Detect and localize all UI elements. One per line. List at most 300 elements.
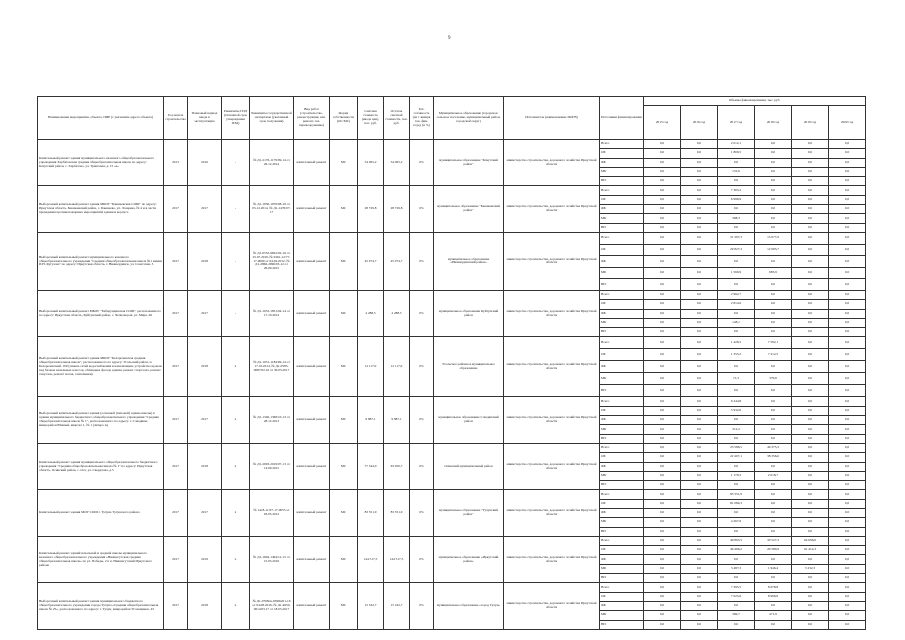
funding-value: 0,0 [792, 481, 829, 490]
funding-value: 148,1 [718, 318, 755, 327]
funding-value: 0,0 [829, 462, 866, 471]
funding-source: МБ [600, 611, 644, 620]
funding-value: 0,0 [755, 328, 792, 337]
funding-value: 1 946,4 [755, 564, 792, 573]
funding-value: 0,0 [792, 337, 829, 349]
work-type: капитальный ремонт [294, 443, 330, 489]
funding-value: 0,0 [829, 232, 866, 244]
municipality: муниципальное образование «Иркутский район» [434, 536, 504, 582]
funding-source: ОБ [600, 149, 644, 158]
municipality: муниципальное образование "Бакшеевский район" [434, 186, 504, 232]
funding-value: 0,0 [829, 195, 866, 204]
funding-source: МБ [600, 318, 644, 327]
municipality: муниципальное образование "Качугский район" [434, 140, 504, 186]
funding-value: 0,0 [792, 256, 829, 268]
funding-value: 0,0 [681, 223, 718, 232]
funding-value: 0,0 [718, 177, 755, 186]
start-year: 2017 [164, 490, 188, 536]
funding-value: 0,0 [755, 416, 792, 425]
funding-value: 1 179,3 [718, 471, 755, 480]
funding-value: 0,0 [792, 205, 829, 214]
funding-value: 8 678,8 [755, 583, 792, 592]
work-type: капитальный ремонт [294, 140, 330, 186]
funding-source: Всего [600, 583, 644, 592]
funding-value: 0,0 [829, 406, 866, 415]
funding-value: 0,0 [829, 490, 866, 499]
funding-value: 0,0 [792, 406, 829, 415]
table-row [38, 290, 866, 299]
funding-value: 0,0 [755, 256, 792, 268]
funding-value: 0,0 [644, 499, 681, 508]
remaining-cost: 28 729,8 [384, 186, 410, 232]
header-remaining-cost: Остаток сметной стоимости, тыс. руб. [384, 97, 410, 140]
funding-value: 0,0 [644, 481, 681, 490]
funding-value: 0,0 [681, 499, 718, 508]
funding-value: 61 414,3 [792, 546, 829, 555]
funding-value: 0,0 [681, 385, 718, 397]
page-number: 9 [448, 36, 451, 41]
funding-value: 0,0 [792, 318, 829, 327]
funding-value: 0,0 [718, 385, 755, 397]
funding-source: Всего [600, 140, 644, 149]
funding-value: 0,0 [681, 361, 718, 373]
funding-value: 0,0 [755, 279, 792, 291]
funding-source: ВИ [600, 279, 644, 291]
funding-value: 0,0 [829, 158, 866, 167]
funding-value: 0,0 [755, 290, 792, 299]
executor: министерство строительства, дорожного хозяйства Иркутской области [504, 232, 600, 290]
funding-value: 0,0 [792, 434, 829, 443]
readiness: 0% [410, 583, 434, 629]
executor: министерство строительства, дорожного хозяйства Иркутской области [504, 583, 600, 629]
funding-value: 0,0 [755, 425, 792, 434]
funding-value: 7 025,6 [718, 592, 755, 601]
header-executor: Исполнитель (наименование ИОГВ) [504, 97, 600, 140]
funding-value: 0,0 [644, 546, 681, 555]
funding-value: 0,0 [681, 397, 718, 406]
funding-value: 0,0 [755, 177, 792, 186]
funding-value: 0,0 [755, 518, 792, 527]
funding-value: 0,0 [718, 574, 755, 583]
funding-value: 0,0 [644, 149, 681, 158]
readiness: 0% [410, 140, 434, 186]
funding-source: ФБ [600, 462, 644, 471]
funding-value: 46 496,2 [718, 546, 755, 555]
municipality: Осинский муниципальный район [434, 443, 504, 489]
ped-reqs: - [222, 290, 250, 336]
funding-value: 0,0 [644, 290, 681, 299]
funding-source: ФБ [600, 309, 644, 318]
funding-value: 2 012,1 [718, 140, 755, 149]
funding-source: ВИ [600, 481, 644, 490]
funding-value: 0,0 [718, 620, 755, 629]
funding-value: 0,0 [792, 149, 829, 158]
funding-value: 0,0 [681, 555, 718, 564]
finish-period: 2018 [188, 443, 222, 489]
funding-value: 0,0 [718, 158, 755, 167]
funding-source: Всего [600, 337, 644, 349]
funding-source: ФБ [600, 256, 644, 268]
funding-value: 0,0 [644, 167, 681, 176]
funding-value: 0,0 [792, 592, 829, 601]
remaining-cost: 4 288,5 [384, 290, 410, 336]
funding-value: 0,0 [792, 279, 829, 291]
funding-value: 0,0 [718, 555, 755, 564]
funding-source: МБ [600, 214, 644, 223]
funding-source: Всего [600, 186, 644, 195]
funding-value: 6 996,9 [718, 195, 755, 204]
funding-value: 0,0 [755, 361, 792, 373]
ped-reqs: - [222, 140, 250, 186]
funding-value: 0,0 [829, 416, 866, 425]
funding-value: 0,0 [681, 349, 718, 361]
funding-value: 0,0 [755, 397, 792, 406]
funding-source: Всего [600, 290, 644, 299]
funding-value: 369,7 [718, 611, 755, 620]
remaining-cost: 63 950,7 [384, 443, 410, 489]
funding-value: 0,0 [681, 546, 718, 555]
funding-source: Всего [600, 490, 644, 499]
funding-value: 0,0 [792, 214, 829, 223]
funding-value: 0,0 [681, 601, 718, 610]
funding-value: 0,0 [792, 300, 829, 309]
funding-value: 0,0 [644, 318, 681, 327]
funding-value: 0,0 [644, 349, 681, 361]
funding-value: 64 696,6 [792, 536, 829, 545]
object-name: Выборочный капитальный ремонт муниципального казенного общеобразовательного учреждения "Средняя общеобразовательная школа №1 имени И.Н. Кутузова" по адресу: Иркутская область, г. Нижнеудинск, ул. Советская, 3 [38, 232, 164, 290]
funding-value: 0,0 [792, 601, 829, 610]
funding-value: 0,0 [681, 611, 718, 620]
funding-value: 0,0 [755, 195, 792, 204]
funding-value: 0,0 [829, 279, 866, 291]
funding-value: 0,0 [644, 592, 681, 601]
funding-value: 0,0 [829, 167, 866, 176]
funding-value: 0,0 [829, 499, 866, 508]
funding-value: 0,0 [829, 337, 866, 349]
start-year: 2017 [164, 337, 188, 397]
funding-value: 0,0 [681, 140, 718, 149]
funding-value: 0,0 [644, 574, 681, 583]
estimated-cost: 45 074,7 [358, 232, 384, 290]
funding-value: 0,0 [755, 309, 792, 318]
funding-value: 0,0 [681, 256, 718, 268]
funding-value: 0,0 [792, 186, 829, 195]
funding-value: 0,0 [829, 443, 866, 452]
funding-value: 0,0 [792, 195, 829, 204]
funding-value: 0,0 [755, 406, 792, 415]
estimated-cost: 144 517,5 [358, 536, 384, 582]
funding-value: 0,0 [792, 416, 829, 425]
object-name: Капитальный ремонт здания МОУ СОШ г. Тулуна Тулунского района [38, 490, 164, 536]
object-name: Капитальный ремонт зданий начальной и средней школы муниципального казенного общеобразовательного учреждения «Нижнегутская средняя общеобразовательная школа» по ул. Победы, 2 в п. Нижнегутский Иркутского района [38, 536, 164, 582]
header-year: 2020 год [829, 106, 866, 140]
funding-value: 0,0 [829, 214, 866, 223]
start-year: 2017 [164, 186, 188, 232]
table-row [38, 397, 866, 406]
start-year: 2017 [164, 232, 188, 290]
funding-value: 0,0 [792, 309, 829, 318]
funding-value: 0,0 [829, 601, 866, 610]
funding-source: МБ [600, 471, 644, 480]
object-name: Выборочный капитальный ремонт МБОУ "Тиберундинская СОШ", расположенного по адресу: Иркутская область, Куйтунский район, с. Челноворов, ул. Мира, 46 [38, 290, 164, 336]
funding-value: 0,0 [829, 518, 866, 527]
header-funding-volumes: Объемы финансирования, тыс. руб. [644, 97, 866, 106]
funding-source: ВИ [600, 177, 644, 186]
funding-value: 0,0 [755, 527, 792, 536]
funding-source: МБ [600, 518, 644, 527]
ped-reqs: - [222, 232, 250, 290]
funding-value: 0,0 [718, 481, 755, 490]
funding-value: 0,0 [792, 583, 829, 592]
funding-value: 0,0 [829, 546, 866, 555]
funding-value: 3 232,3 [792, 564, 829, 573]
funding-value: 0,0 [829, 140, 866, 149]
funding-value: 3 487,3 [718, 564, 755, 573]
readiness: 0% [410, 536, 434, 582]
finish-period: 2018 [188, 583, 222, 629]
funding-value: 7 365,2 [718, 186, 755, 195]
funding-source: ВИ [600, 574, 644, 583]
header-municipality: Муниципальное образование (городское/сельское поселение, муниципальный район, городской округ) [434, 97, 504, 140]
estimated-cost: 12 117,0 [358, 337, 384, 397]
funding-source: ВИ [600, 328, 644, 337]
funding-value: 4 267,6 [718, 518, 755, 527]
funding-value: 0,0 [681, 177, 718, 186]
expertise: № Д1-1936-1976/08-16 от 05.12.2014, № Д1-1476/07-17 [250, 186, 294, 232]
ped-reqs: - [222, 186, 250, 232]
funding-value: 0,0 [792, 361, 829, 373]
header-year: 2019 год [792, 106, 829, 140]
funding-value: 0,0 [681, 158, 718, 167]
funding-value: 7 212,5 [755, 349, 792, 361]
funding-value: 0,0 [644, 373, 681, 385]
funding-value: 0,0 [755, 620, 792, 629]
ped-reqs: х [222, 397, 250, 443]
readiness: 0% [410, 290, 434, 336]
funding-source: ФБ [600, 601, 644, 610]
header-name: Наименование мероприятия, объекта, ПИР (с указанием адреса объекта) [38, 97, 164, 140]
funding-value: 0,0 [644, 508, 681, 517]
funding-value: 0,0 [681, 583, 718, 592]
funding-value: 0,0 [644, 462, 681, 471]
funding-value: 38 356,6 [755, 453, 792, 462]
work-type: капитальный ремонт [294, 397, 330, 443]
funding-value: 2 018,7 [755, 471, 792, 480]
estimated-cost: 28 729,8 [358, 186, 384, 232]
funding-source: МБ [600, 564, 644, 573]
funding-value: 0,0 [829, 186, 866, 195]
ped-reqs: х [222, 490, 250, 536]
funding-value: 0,0 [755, 462, 792, 471]
funding-source: ОБ [600, 499, 644, 508]
funding-source: ФБ [600, 416, 644, 425]
funding-value: 0,0 [681, 167, 718, 176]
funding-value: 0,0 [829, 256, 866, 268]
funding-value: 0,0 [829, 583, 866, 592]
funding-source: ОБ [600, 546, 644, 555]
funding-source: ВИ [600, 527, 644, 536]
funding-value: 0,0 [644, 471, 681, 480]
funding-value: 12 993,7 [755, 244, 792, 256]
funding-value: 0,0 [644, 518, 681, 527]
funding-value: 0,0 [792, 453, 829, 462]
funding-value: 0,0 [718, 205, 755, 214]
start-year: 2017 [164, 397, 188, 443]
funding-source: ОБ [600, 195, 644, 204]
work-type: капитальный ремонт [294, 583, 330, 629]
funding-value: 0,0 [829, 425, 866, 434]
funding-value: 7 395,5 [718, 583, 755, 592]
remaining-cost: 54 065,2 [384, 140, 410, 186]
executor: министерство строительства, дорожного хозяйства Иркутской области [504, 337, 600, 397]
funding-value: 0,0 [755, 158, 792, 167]
remaining-cost: 15 162,7 [384, 583, 410, 629]
funding-value: 0,0 [718, 361, 755, 373]
funding-value: 0,0 [829, 555, 866, 564]
funding-value: 0,0 [681, 214, 718, 223]
funding-value: 0,0 [644, 536, 681, 545]
header-year: 2016 год [681, 106, 718, 140]
funding-value: 0,0 [681, 328, 718, 337]
funding-value: 0,0 [755, 214, 792, 223]
funding-value: 0,0 [829, 267, 866, 279]
funding-value: 0,0 [681, 481, 718, 490]
funding-value: 0,0 [755, 223, 792, 232]
funding-value: 1 569,9 [718, 267, 755, 279]
start-year: 2017 [164, 536, 188, 582]
funding-source: ОБ [600, 453, 644, 462]
funding-value: 0,0 [829, 361, 866, 373]
finish-period: 2017 [188, 290, 222, 336]
municipality: муниципальное образование Слюдянский район [434, 397, 504, 443]
funding-source: ВИ [600, 434, 644, 443]
funding-value: 2 814,6 [718, 300, 755, 309]
funding-value: 368,3 [718, 214, 755, 223]
funding-value: 0,0 [792, 223, 829, 232]
object-name: Выборочный капитальный ремонт здания (основной (типовой) здание школы) в здании муниципального бюджетного общеобразовательного учреждения "Средняя общеобразовательная школа № 1", расположенного по адресу: г. Слюдянка, микрорайон Южный, квартал 1, № 1 (литера А) [38, 397, 164, 443]
funding-value: 0,0 [644, 611, 681, 620]
funding-source: МБ [600, 425, 644, 434]
funding-source: ФБ [600, 508, 644, 517]
funding-value: 0,0 [792, 620, 829, 629]
funding-value: 0,0 [792, 267, 829, 279]
executor: министерство строительства, дорожного хозяйства Иркутской области [504, 397, 600, 443]
funding-value: 0,0 [755, 186, 792, 195]
funding-value: 683,9 [755, 267, 792, 279]
funding-value: 83 351,9 [718, 490, 755, 499]
expertise: № Д1-2176-1179/09-14 от 26.12.2014 [250, 140, 294, 186]
work-type: капитальный ремонт [294, 232, 330, 290]
funding-value: 0,0 [644, 244, 681, 256]
funding-value: 0,0 [829, 300, 866, 309]
funding-value: 0,0 [681, 232, 718, 244]
funding-value: 0,0 [644, 328, 681, 337]
funding-value: 0,0 [755, 140, 792, 149]
funding-value: 0,0 [681, 300, 718, 309]
finish-period: 2017 [188, 490, 222, 536]
expertise: № Д1-2093-2019/07-13 от 14.09.2015 [250, 443, 294, 489]
funding-value: 0,0 [644, 195, 681, 204]
funding-value: 0,0 [644, 279, 681, 291]
funding-value: 0,0 [644, 158, 681, 167]
municipality: Усольское районное муниципальное образование [434, 337, 504, 397]
funding-value: 0,0 [681, 620, 718, 629]
funding-value: 0,0 [681, 443, 718, 452]
funding-value: 0,0 [681, 592, 718, 601]
funding-value: 0,0 [718, 601, 755, 610]
funding-value: 0,0 [644, 453, 681, 462]
funding-value: 0,0 [755, 574, 792, 583]
header-year: 2017 год [718, 106, 755, 140]
funding-value: 0,0 [681, 244, 718, 256]
estimated-cost: 15 162,7 [358, 583, 384, 629]
funding-value: 471,9 [755, 611, 792, 620]
funding-value: 0,0 [644, 177, 681, 186]
funding-value: 0,0 [681, 279, 718, 291]
expertise: № Д1-1033-1831/04-14 от 17.10.2014 [250, 290, 294, 336]
funding-value: 0,0 [829, 592, 866, 601]
finish-period: 2017 [188, 397, 222, 443]
funding-value: 0,0 [829, 290, 866, 299]
funding-value: 81 084,3 [718, 499, 755, 508]
finish-period: 2016 [188, 140, 222, 186]
start-year: 2017 [164, 290, 188, 336]
estimated-cost: 83 351,9 [358, 490, 384, 536]
funding-source: Всего [600, 397, 644, 406]
funding-value: 0,0 [644, 434, 681, 443]
funding-source: ВИ [600, 223, 644, 232]
funding-source: ОБ [600, 592, 644, 601]
funding-value: 152,6 [718, 167, 755, 176]
finish-period: 2018 [188, 337, 222, 397]
readiness: 0% [410, 490, 434, 536]
funding-value: 5 932,6 [718, 406, 755, 415]
funding-value: 0,0 [681, 186, 718, 195]
funding-value: 0,0 [718, 328, 755, 337]
funding-value: 0,0 [792, 244, 829, 256]
header-estimated-cost: Сметная стоимость (ввода цен), тыс. руб. [358, 97, 384, 140]
ownership: МС [330, 397, 358, 443]
funding-value: 1 426,5 [718, 337, 755, 349]
funding-value: 0,0 [792, 328, 829, 337]
estimated-cost: 4 288,5 [358, 290, 384, 336]
funding-value: 0,0 [644, 416, 681, 425]
funding-value: 0,0 [718, 223, 755, 232]
funding-value: 0,0 [681, 462, 718, 471]
expertise: № Д1-1346-1366/10-13 от 28.12.2013 [250, 397, 294, 443]
funding-value: 0,0 [681, 318, 718, 327]
funding-value: 0,0 [755, 318, 792, 327]
funding-value: 0,0 [792, 373, 829, 385]
funding-value: 0,0 [718, 434, 755, 443]
funding-value: 0,0 [681, 406, 718, 415]
funding-value: 7 592,1 [755, 337, 792, 349]
ped-reqs: х [222, 536, 250, 582]
expertise: № Д1-0552-9822/02-16 от 25.07.2016, № 0261-12/77-17-0060 от 04.04.2012, № Д1-2866-2096/03-12 от 29.09.2015 [250, 232, 294, 290]
header-year: 2015 год [644, 106, 681, 140]
start-year: 2013 [164, 140, 188, 186]
finish-period: 2017 [188, 186, 222, 232]
expertise: № Д1-1694-1494/12-15 от 15.05.2016 [250, 536, 294, 582]
header-ped-reqs: Реквизиты ПЭД (Основной срок утверждения ПЭД) [222, 97, 250, 140]
funding-source: МБ [600, 267, 644, 279]
estimated-cost: 54 065,2 [358, 140, 384, 186]
funding-value: 312,2 [718, 425, 755, 434]
header-year: 2018 год [755, 106, 792, 140]
readiness: 0% [410, 443, 434, 489]
funding-source: Всего [600, 232, 644, 244]
remaining-cost: 83 351,9 [384, 490, 410, 536]
